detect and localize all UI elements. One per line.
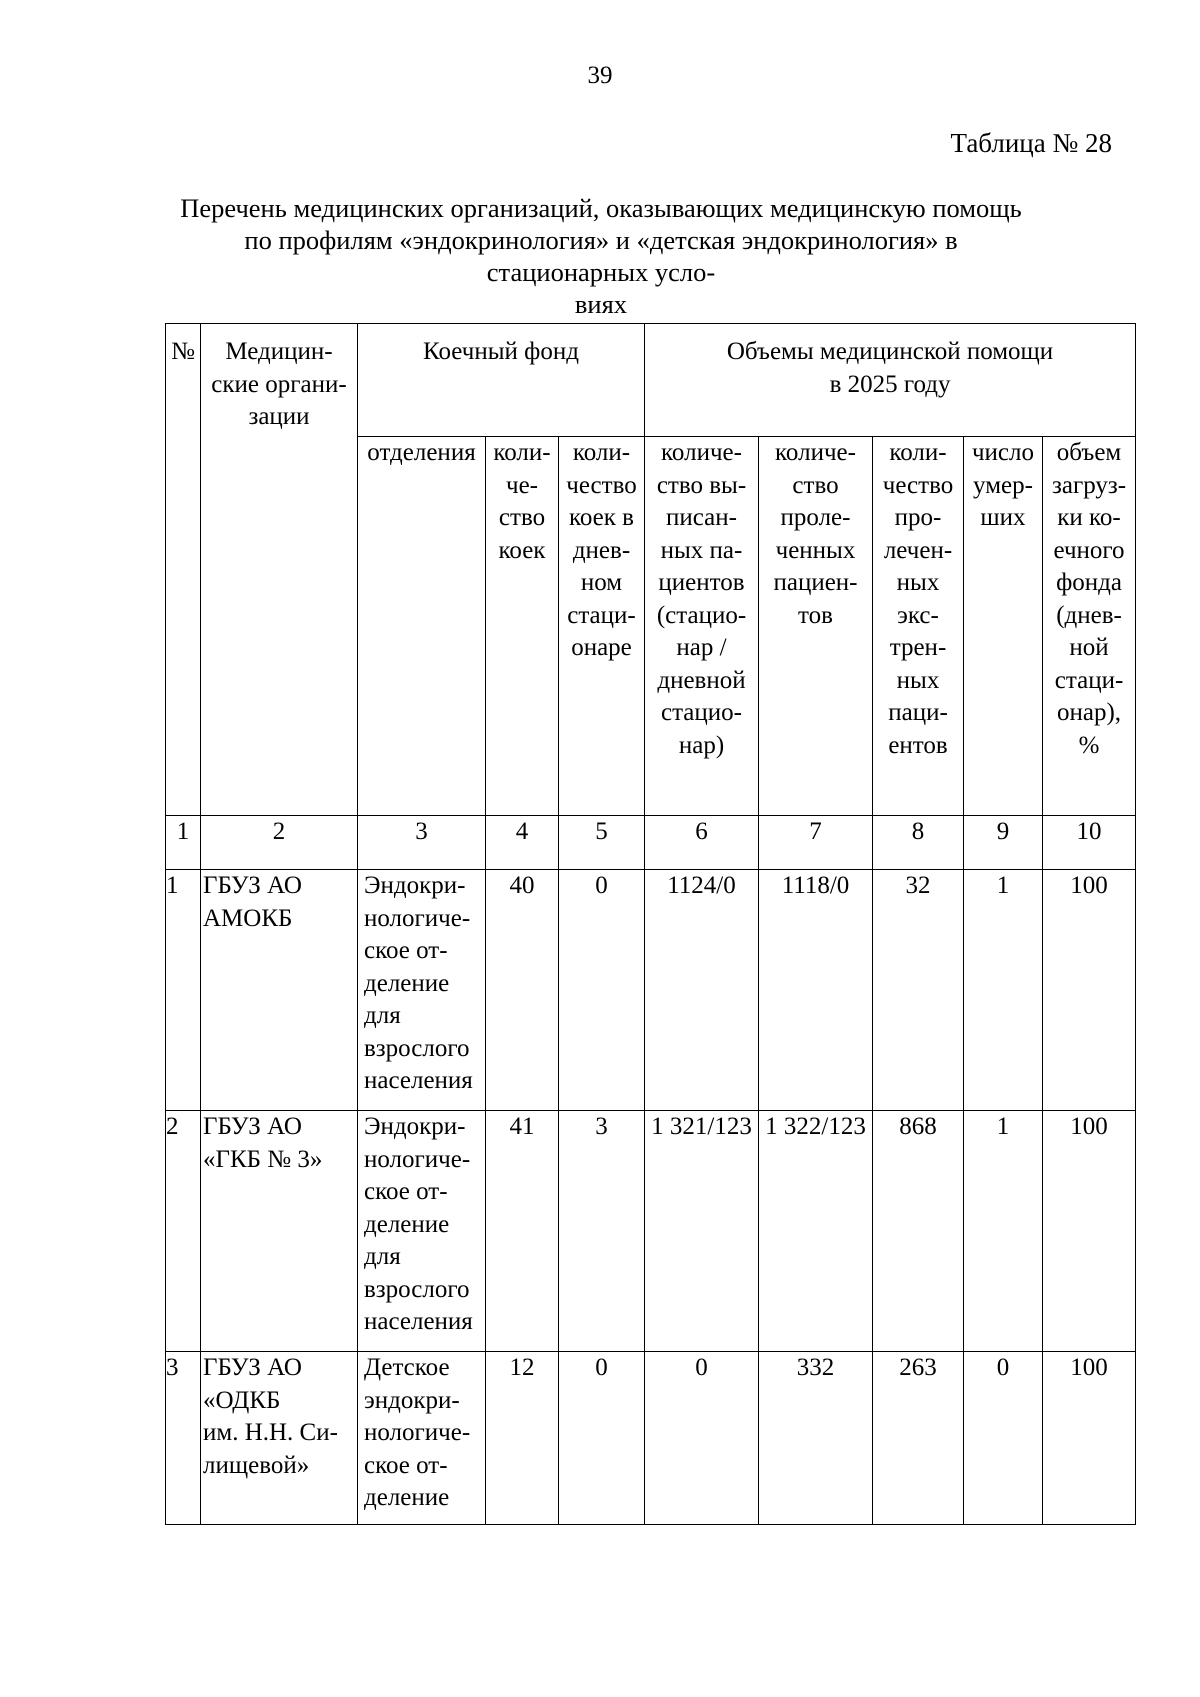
table-row <box>166 1352 1136 1525</box>
organization-name: ГБУЗ АО «ГКБ № 3» <box>201 1111 358 1352</box>
header-departments: отделения <box>358 437 486 816</box>
row-number: 1 <box>166 870 201 1111</box>
header-no: № <box>166 324 201 816</box>
header-deaths: число умер- ших <box>964 437 1043 816</box>
header-org: Медицин- ские органи- зации <box>201 324 358 816</box>
beds-count: 12 <box>486 1352 559 1525</box>
page-number: 39 <box>587 62 613 89</box>
header-emergency: коли- чество про- лечен- ных экс- трен- ных паци- ентов <box>873 437 964 816</box>
day-beds-count: 3 <box>559 1111 645 1352</box>
column-number: 4 <box>486 816 559 870</box>
header-beds-count: коли- че- ство коек <box>486 437 559 816</box>
column-number: 6 <box>645 816 759 870</box>
column-number-row <box>166 816 1136 870</box>
discharged-count: 1 321/123 <box>645 1111 759 1352</box>
load-percent: 100 <box>1043 1111 1136 1352</box>
beds-count: 40 <box>486 870 559 1111</box>
header-row-main <box>166 324 1136 437</box>
department-name: Детское эндокри- нологиче- ское от- деление <box>358 1352 486 1525</box>
load-percent: 100 <box>1043 870 1136 1111</box>
table-row <box>166 1111 1136 1352</box>
organizations-table <box>165 323 1136 1525</box>
header-discharged: количе- ство вы- писан- ных па- циентов (стацио- нар / дневной стацио- нар) <box>645 437 759 816</box>
deaths-count: 0 <box>964 1352 1043 1525</box>
treated-count: 332 <box>759 1352 873 1525</box>
column-number: 1 <box>166 816 201 870</box>
column-number: 3 <box>358 816 486 870</box>
treated-count: 1118/0 <box>759 870 873 1111</box>
header-treated: количе- ство проле- ченных пациен- тов <box>759 437 873 816</box>
header-load: объем загруз- ки ко- ечного фонда (днев- ной стаци- онар), % <box>1043 437 1136 816</box>
header-day-beds: коли- чество коек в днев- ном стаци- онаре <box>559 437 645 816</box>
beds-count: 41 <box>486 1111 559 1352</box>
department-name: Эндокри- нологиче- ское от- деление для взрослого населения <box>358 1111 486 1352</box>
load-percent: 100 <box>1043 1352 1136 1525</box>
emergency-count: 263 <box>873 1352 964 1525</box>
day-beds-count: 0 <box>559 870 645 1111</box>
day-beds-count: 0 <box>559 1352 645 1525</box>
table-label: Таблица № 28 <box>950 128 1112 158</box>
header-volumes: Объемы медицинской помощи в 2025 году <box>645 324 1136 437</box>
document-title: Перечень медицинских организаций, оказывающих медицинскую помощь по профилям «эндокринология» и «детская эндокринология» в стационарных усло- виях <box>180 193 1022 319</box>
row-number: 3 <box>166 1352 201 1525</box>
organization-name: ГБУЗ АО АМОКБ <box>201 870 358 1111</box>
organization-name: ГБУЗ АО «ОДКБ им. Н.Н. Си- лищевой» <box>201 1352 358 1525</box>
column-number: 9 <box>964 816 1043 870</box>
column-number: 7 <box>759 816 873 870</box>
row-number: 2 <box>166 1111 201 1352</box>
emergency-count: 32 <box>873 870 964 1111</box>
discharged-count: 0 <box>645 1352 759 1525</box>
department-name: Эндокри- нологиче- ское от- деление для взрослого населения <box>358 870 486 1111</box>
emergency-count: 868 <box>873 1111 964 1352</box>
deaths-count: 1 <box>964 870 1043 1111</box>
deaths-count: 1 <box>964 1111 1043 1352</box>
column-number: 2 <box>201 816 358 870</box>
header-bed-fund: Коечный фонд <box>358 324 645 437</box>
column-number: 10 <box>1043 816 1136 870</box>
table-row <box>166 870 1136 1111</box>
discharged-count: 1124/0 <box>645 870 759 1111</box>
column-number: 8 <box>873 816 964 870</box>
column-number: 5 <box>559 816 645 870</box>
treated-count: 1 322/123 <box>759 1111 873 1352</box>
